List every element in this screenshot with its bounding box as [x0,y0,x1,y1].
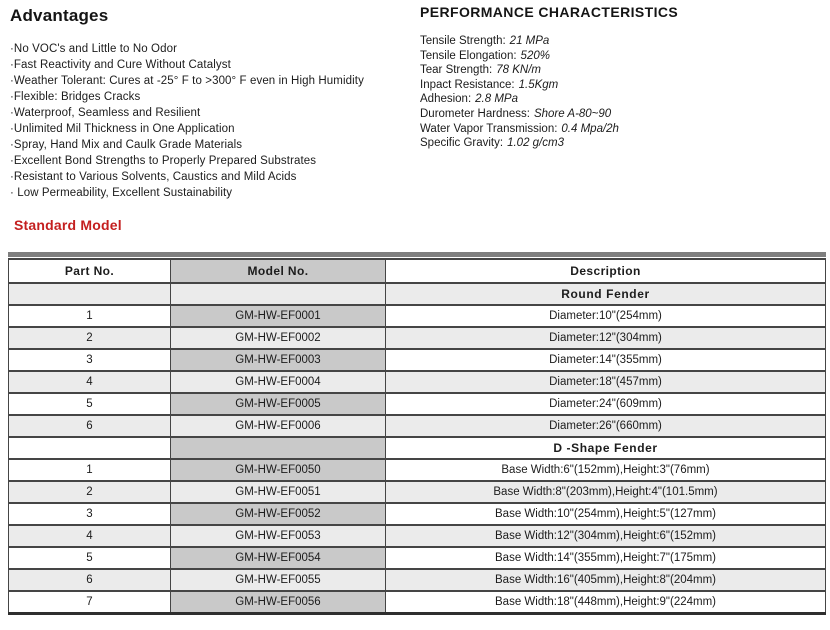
section-part-cell [9,283,171,305]
table-row [9,591,826,614]
performance-label: Tear Strength: [420,64,493,77]
model-no-cell: GM-HW-EF0005 [171,393,386,415]
performance-value: 21 MPa [509,35,550,47]
description-cell: Diameter:26"(660mm) [386,415,826,437]
advantage-item-10: · Low Permeability, Excellent Sustainability [10,187,233,199]
performance-label: Adhesion: [420,93,472,106]
model-no-cell: GM-HW-EF0053 [171,525,386,547]
description-cell: Base Width:12"(304mm),Height:6"(152mm) [386,525,826,547]
table-row [9,481,826,503]
table-row [9,349,826,371]
model-no-cell: GM-HW-EF0051 [171,481,386,503]
part-no-cell: 2 [9,327,171,349]
performance-label: Durometer Hardness: [420,107,530,120]
performance-label: Inpact Resistance: [420,78,515,91]
part-no-cell: 4 [9,371,171,393]
table-row [9,569,826,591]
part-no-cell: 7 [9,591,171,614]
performance-label: Specific Gravity: [420,137,504,150]
performance-item-2 [420,49,820,64]
table-row [9,371,826,393]
advantage-item-4: ·Flexible: Bridges Cracks [10,91,141,103]
description-cell: Base Width:14"(355mm),Height:7"(175mm) [386,547,826,569]
table-body [9,283,826,614]
model-no-cell: GM-HW-EF0006 [171,415,386,437]
performance-value: 520% [520,49,550,62]
part-no-cell: 2 [9,481,171,503]
part-no-cell: 5 [9,547,171,569]
performance-item-3 [420,63,820,78]
standard-model-table-wrap [8,252,826,615]
section-name-cell: D -Shape Fender [386,437,826,459]
table-row [9,393,826,415]
model-no-cell: GM-HW-EF0052 [171,503,386,525]
performance-label: Tensile Elongation: [420,49,517,62]
description-cell: Diameter:10"(254mm) [386,305,826,327]
performance-item-5 [420,92,820,107]
performance-item-1 [420,34,820,49]
standard-model-table [8,258,826,615]
performance-value: 1.5Kgm [518,78,559,91]
section-model-cell [171,437,386,459]
description-cell: Diameter:18"(457mm) [386,371,826,393]
standard-model-title: Standard Model [14,217,122,233]
table-row [9,327,826,349]
performance-section [420,4,820,151]
model-no-cell: GM-HW-EF0001 [171,305,386,327]
advantages-list [10,41,410,201]
advantage-item-7: ·Spray, Hand Mix and Caulk Grade Materials [10,139,243,151]
part-no-cell: 4 [9,525,171,547]
performance-value: 78 KN/m [496,64,541,77]
table-row [9,547,826,569]
model-no-cell: GM-HW-EF0004 [171,371,386,393]
description-cell: Base Width:18"(448mm),Height:9"(224mm) [386,591,826,614]
table-row [9,459,826,481]
section-name-cell: Round Fender [386,283,826,305]
table-row [9,525,826,547]
performance-value: 0.4 Mpa/2h [561,122,619,135]
performance-label: Water Vapor Transmission: [420,122,558,135]
table-row [9,415,826,437]
table-row [9,305,826,327]
header-model-no: Model No. [171,259,386,283]
part-no-cell: 6 [9,415,171,437]
advantage-item-6: ·Unlimited Mil Thickness in One Application [10,123,235,135]
performance-list [420,34,820,151]
header-part-no: Part No. [9,259,171,283]
description-cell: Base Width:16"(405mm),Height:8"(204mm) [386,569,826,591]
description-cell: Diameter:24"(609mm) [386,393,826,415]
model-no-cell: GM-HW-EF0002 [171,327,386,349]
model-no-cell: GM-HW-EF0055 [171,569,386,591]
table-header [9,259,826,283]
performance-item-8 [420,136,820,151]
advantages-title: Advantages [10,6,109,25]
description-cell: Base Width:6"(152mm),Height:3"(76mm) [386,459,826,481]
section-part-cell [9,437,171,459]
performance-title: PERFORMANCE CHARACTERISTICS [420,4,679,20]
description-cell: Diameter:14"(355mm) [386,349,826,371]
advantage-item-2: ·Fast Reactivity and Cure Without Catalyst [10,59,231,71]
performance-value: Shore A-80~90 [533,107,612,120]
performance-item-7 [420,122,820,137]
performance-label: Tensile Strength: [420,35,506,47]
section-row-d-shape-fender [9,437,826,459]
table-header-row [9,259,826,283]
performance-item-6 [420,107,820,122]
part-no-cell: 3 [9,349,171,371]
advantage-item-8: ·Excellent Bond Strengths to Properly Prepared Substrates [10,155,317,167]
model-no-cell: GM-HW-EF0003 [171,349,386,371]
description-cell: Base Width:8"(203mm),Height:4"(101.5mm) [386,481,826,503]
advantages-section [10,6,410,201]
model-no-cell: GM-HW-EF0050 [171,459,386,481]
model-no-cell: GM-HW-EF0056 [171,591,386,614]
section-model-cell [171,283,386,305]
part-no-cell: 5 [9,393,171,415]
performance-item-4 [420,78,820,93]
advantage-item-1: ·No VOC's and Little to No Odor [10,43,178,55]
part-no-cell: 6 [9,569,171,591]
description-cell: Diameter:12"(304mm) [386,327,826,349]
table-row [9,503,826,525]
advantage-item-5: ·Waterproof, Seamless and Resilient [10,107,201,119]
part-no-cell: 3 [9,503,171,525]
table-top-bar [8,252,826,257]
part-no-cell: 1 [9,305,171,327]
model-no-cell: GM-HW-EF0054 [171,547,386,569]
part-no-cell: 1 [9,459,171,481]
section-row-round-fender [9,283,826,305]
advantage-item-9: ·Resistant to Various Solvents, Caustics and Mild Acids [10,171,297,183]
header-description: Description [386,259,826,283]
performance-value: 2.8 MPa [475,93,518,106]
description-cell: Base Width:10"(254mm),Height:5"(127mm) [386,503,826,525]
advantage-item-3: ·Weather Tolerant: Cures at -25° F to >300° F even in High Humidity [10,75,364,87]
performance-value: 1.02 g/cm3 [507,137,564,150]
